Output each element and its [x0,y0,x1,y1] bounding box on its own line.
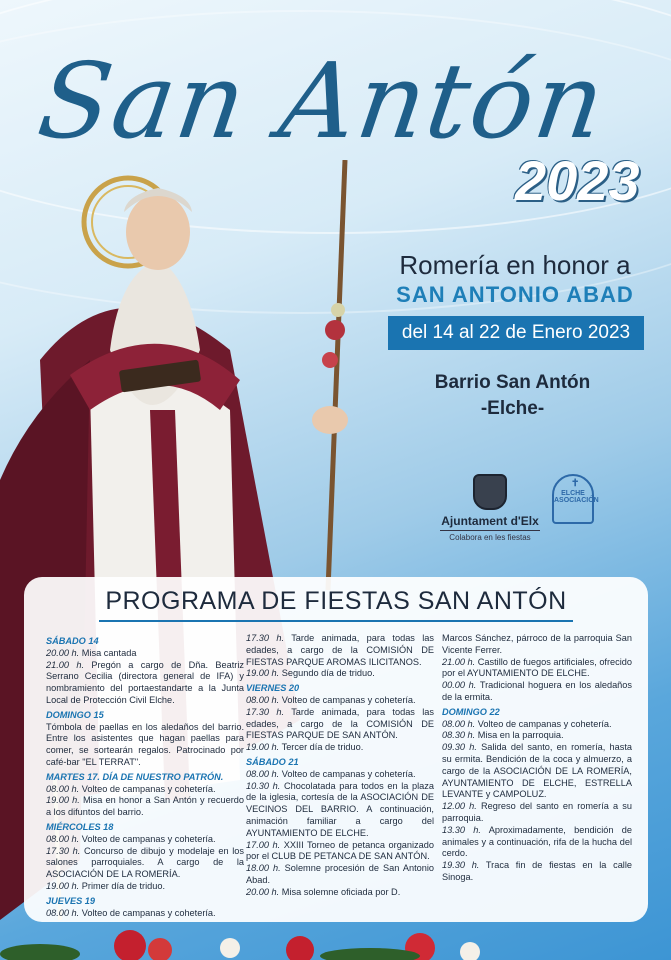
program-day-heading: SÁBADO 21 [246,756,299,767]
event-time: 21.00 h. [442,656,476,667]
ajuntament-tagline: Colabora en les fiestas [440,530,540,542]
program-event [46,846,244,881]
event-time: 17.30 h. [246,633,285,643]
barrio-name: Barrio San Antón [434,372,591,393]
event-description: Solemne procesión de San Antonio Abad. [246,863,434,885]
romeria-line: Romería en honor a [399,250,631,280]
ajuntament-logo [440,474,540,542]
event-time: 19.30 h. [442,860,480,871]
program-event [442,719,632,731]
event-time: 08.00 h. [246,694,280,705]
program-title: PROGRAMA DE FIESTAS SAN ANTÓN [105,587,567,615]
flowers-decoration [0,918,671,960]
event-time: 19.00 h. [46,795,80,806]
program-event [246,887,434,899]
event-time: 10.30 h. [246,780,281,791]
program-event [442,801,632,825]
city-name: -Elche- [480,398,545,419]
event-description: Tómbola de paellas en los aledaños del barrio. Entre los asistentes que hagan paellas para comer, se sortearán regalos. Patrocinado por café-bar "EL TERRAT". [46,721,244,767]
program-event [46,660,244,707]
program-event [246,633,434,668]
asociacion-label: ASOCIACIÓN [554,497,599,504]
event-description: Volteo de campanas y cohetería. [281,694,416,705]
program-event [246,840,434,864]
event-time: 12.00 h. [442,801,477,812]
event-description: Misa en honor a San Antón y recuerdo a los difuntos del barrio. [46,795,244,818]
program-event [46,648,244,660]
saint-face [126,194,190,270]
event-description: XXIII Torneo de petanca organizado por el CLUB DE PETANCA DE SAN ANTÓN. [246,839,434,862]
event-description: Regreso del santo en romería a su parroquia. [442,801,632,823]
program-day-heading: SÁBADO 14 [46,636,99,646]
event-description: Aproximadamente, bendición de animales y a continuación, rifa de la hucha del cerdo. [442,824,632,859]
event-time: 08.00 h. [46,907,80,918]
program-column-1 [46,633,244,919]
event-time: 08.30 h. [442,730,476,741]
program-event [46,881,244,893]
event-description: Castillo de fuegos artificiales, ofrecido por el AYUNTAMIENTO DE ELCHE. [442,656,633,679]
asociacion-city: ELCHE [561,490,585,497]
event-description: Tarde animada, para todas las edades, a cargo de la COMISIÓN DE FIESTAS PARQUE AROMAS ILICITANOS. [246,633,434,667]
event-time: 17.30 h. [246,706,285,717]
event-description: Volteo de campanas y cohetería. [281,768,416,779]
event-time: 19.00 h. [246,668,280,679]
program-day-heading: MARTES 17. DÍA DE NUESTRO PATRÓN. [46,771,224,782]
event-time: 17.30 h. [46,845,81,856]
event-description: Misa en la parroquia. [477,730,564,741]
cross-icon: ✝ [571,478,580,489]
program-event [46,722,244,769]
event-description: Chocolatada para todos en la plaza de la iglesia, cortesía de la ASOCIACIÓN DE VECINOS DEL BARRIO. A continuación, animación familiar a cargo del AYUNTAMIENTO DE ELCHE. [246,780,434,838]
program-event [442,680,632,704]
event-time: 18.00 h. [246,863,281,874]
event-title: San Antón [31,40,614,162]
event-time: 09.30 h. [442,742,477,753]
program-event [246,668,434,680]
coat-of-arms-icon [473,474,507,510]
event-time: 08.00 h. [46,783,80,794]
event-description: Tercer día de triduo. [281,742,364,753]
program-day-heading: VIERNES 20 [246,683,300,694]
event-description: Salida del santo, en romería, hasta su ermita. Bendición de la coca y almuerzo, a cargo de la ASOCIACIÓN DE LA ROMERÍA, AYUNTAMIENTO DE ELCHE, ESTRELLA LEVANTE y CAMPOLUZ. [442,742,632,800]
event-description: Primer día de triduo. [81,880,166,891]
event-time: 21.00 h. [46,659,84,670]
event-time: 08.00 h. [246,768,280,779]
program-event [442,730,632,742]
event-time: 20.00 h. [46,647,80,658]
event-time: 08.00 h. [442,718,476,729]
program-event [442,860,632,884]
program-column-3 [442,633,632,884]
event-time: 20.00 h. [246,886,280,897]
program-panel [24,577,648,922]
program-event [246,863,434,887]
event-description: Volteo de campanas y cohetería. [81,907,216,918]
event-description: Misa cantada [81,647,137,658]
program-day-heading: MIÉRCOLES 18 [46,821,114,832]
event-description: Volteo de campanas y cohetería. [81,833,216,844]
program-event [246,769,434,781]
event-description: Volteo de campanas y cohetería. [81,783,216,794]
event-time: 19.00 h. [246,742,280,753]
event-description: Tradicional hoguera en los aledaños de la ermita. [442,680,632,702]
event-description: Segundo día de triduo. [281,668,375,679]
barrio-block [390,370,635,422]
program-event [442,742,632,801]
staff [328,160,345,590]
program-day-heading: JUEVES 19 [46,895,96,906]
ajuntament-name: Ajuntament d'Elx [441,514,539,528]
event-description: Tarde animada, para todas las edades, a cargo de la COMISIÓN DE FIESTAS PARQUE DE SAN ANTÓN. [246,706,434,741]
program-day-heading: DOMINGO 22 [442,706,500,717]
program-event [246,707,434,742]
saint-name: SAN ANTONIO ABAD [396,282,634,307]
program-event [46,834,244,846]
program-event [442,633,632,657]
event-description: Concurso de dibujo y modelaje en los salones parroquiales. A cargo de la ASOCIACIÓN DE LA ROMERÍA. [46,845,244,880]
event-description: Volteo de campanas y cohetería. [477,718,612,729]
event-description: Misa solemne oficiada por D. [281,886,401,897]
program-event [442,657,632,681]
program-column-2 [246,633,434,899]
program-event [46,795,244,819]
event-description: Marcos Sánchez, párroco de la parroquia San Vicente Ferrer. [442,633,632,655]
program-event [246,742,434,754]
program-event [246,781,434,840]
program-event [46,784,244,796]
asociacion-logo [552,474,599,524]
event-description: Pregón a cargo de Dña. Beatriz Serrano Cecilia (directora general de IFA) y nombramiento del portaestandarte a la Junta Local de Protección Civil Elche. [46,659,244,705]
event-year: 2023 [515,149,640,212]
event-time: 00.00 h. [442,680,477,691]
event-time: 17.00 h. [246,839,281,850]
date-banner: del 14 al 22 de Enero 2023 [388,316,644,350]
event-time: 08.00 h. [46,833,80,844]
program-event [246,695,434,707]
event-description: Traca fin de fiestas en la calle Sinoga. [442,860,632,882]
event-time: 19.00 h. [46,880,80,891]
program-day-heading: DOMINGO 15 [46,709,104,720]
title-underline [99,620,573,622]
program-event [442,825,632,860]
event-time: 13.30 h. [442,824,481,835]
